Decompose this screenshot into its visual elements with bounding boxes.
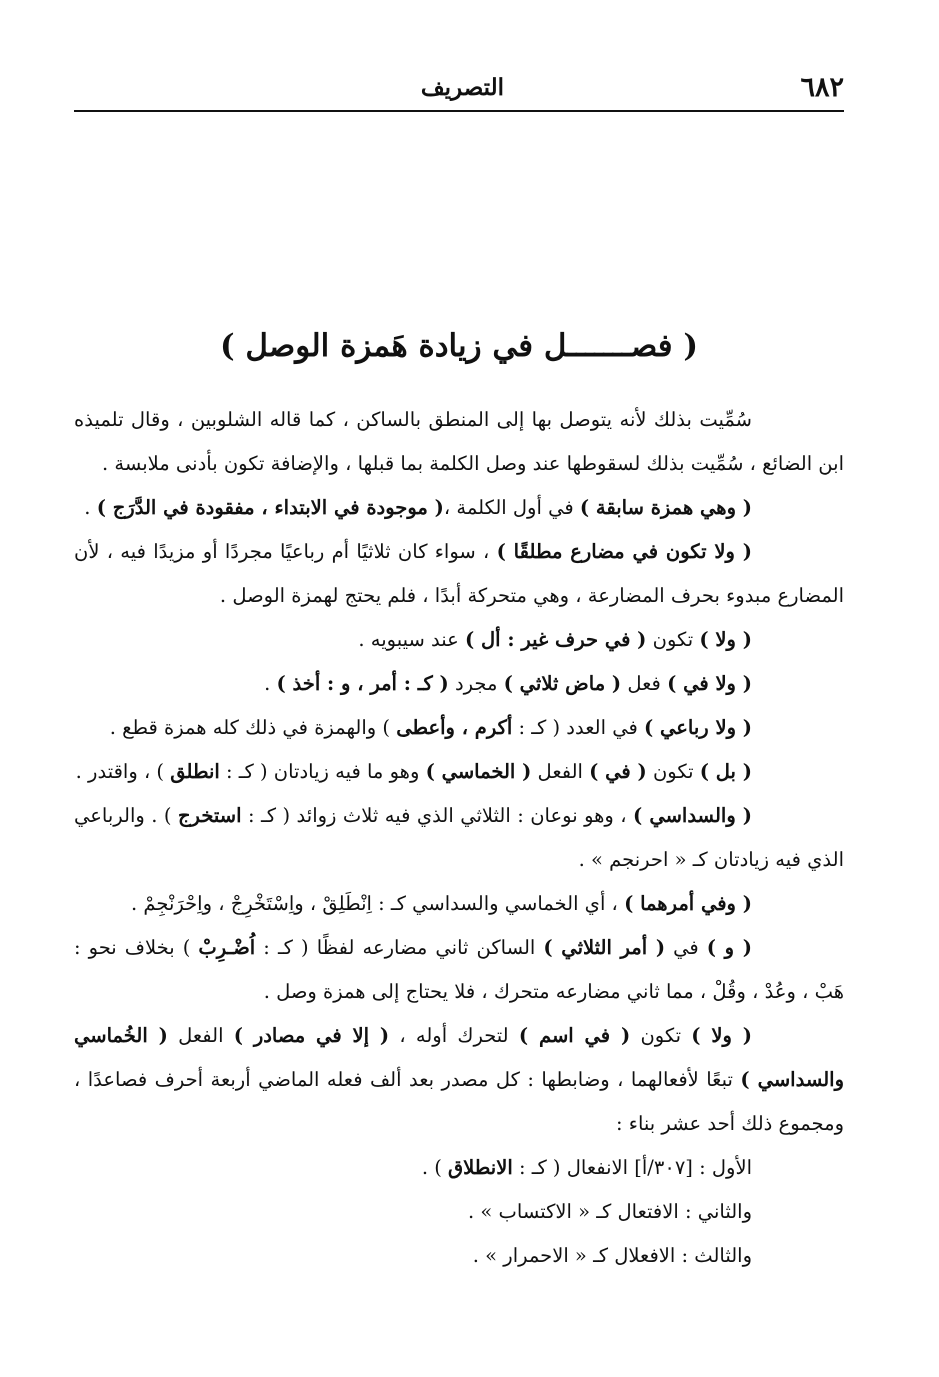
list-item — [74, 1234, 844, 1278]
bold-phrase: ( ولا تكون في مضارع مطلقًا ) — [496, 540, 752, 563]
paragraph-text: ، وهو نوعان : الثلاثي الذي فيه ثلاث زوائد ( كـ : — [241, 804, 634, 827]
bold-phrase: ( أمر الثلاثي ) — [543, 936, 666, 959]
bold-phrase: أكرم ، وأعطى — [396, 716, 513, 739]
paragraph — [74, 882, 844, 926]
paragraph-text: ، أي الخماسي والسداسي كـ : اِنْطَلِقْ ، واِسْتَخْرِجْ ، واِحْرَنْجِمْ . — [130, 892, 625, 915]
paragraph — [74, 926, 844, 1014]
paragraph — [74, 530, 844, 618]
paragraph — [74, 486, 844, 530]
bold-phrase: الانطلاق — [448, 1156, 513, 1179]
paragraph-text: الفعل — [167, 1024, 234, 1047]
bold-phrase: ( في حرف غير : أل ) — [465, 628, 647, 651]
paragraph-text: لتحرك أوله ، — [389, 1024, 519, 1047]
bold-phrase: ( إلا في مصادر ) — [233, 1024, 390, 1047]
bold-phrase: ( ولا رباعي ) — [643, 716, 752, 739]
bold-phrase: ( بل ) — [699, 760, 752, 783]
paragraph-text: سُمِّيت بذلك لأنه يتوصل بها إلى المنطق بالساكن ، كما قاله الشلوبين ، وقال تلميذه ابن الضائع ، سُمِّيت بذلك لسقوطها عند وصل الكلمة بما قبلها ، والإضافة تكون بأدنى ملابسة . — [74, 408, 844, 475]
paragraph-text: ، سواء كان ثلاثيًا أم رباعيًا مجردًا أو مزيدًا فيه ، لأن المضارع مبدوء بحرف المضارعة ، وهي متحركة أبدًا ، فلم يحتج لهمزة الوصل . — [74, 540, 844, 607]
bold-phrase: ( ولا ) — [699, 628, 752, 651]
bold-phrase: ( في ) — [589, 760, 647, 783]
list-item — [74, 1190, 844, 1234]
bold-phrase: ( كـ : أمر ، و : أخذ ) — [276, 672, 449, 695]
bold-phrase: اُضْـرِبْ — [198, 936, 256, 959]
bold-phrase: ( والسداسي ) — [633, 804, 753, 827]
bold-phrase: ( موجودة في الابتداء ، مفقودة في الدَّرَج ) — [96, 496, 444, 519]
paragraph-text: في العدد ( كـ : — [512, 716, 644, 739]
paragraph-text: تكون — [630, 1024, 692, 1047]
bold-phrase: ( في اسم ) — [518, 1024, 631, 1047]
bold-phrase: ( الخُماسي والسداسي ) — [74, 1024, 844, 1091]
section-title: ( فصـــــــل في زيادة هَمزة الوصل ) — [219, 328, 699, 364]
list-item — [74, 1146, 844, 1190]
paragraph-text: ) . والرباعي الذي فيه زيادتان كـ « احرنجم » . — [74, 804, 844, 871]
paragraph — [74, 618, 844, 662]
paragraph — [74, 794, 844, 882]
paragraph-text: ) ، واقتدر . — [75, 760, 171, 783]
paragraph-text: فعل — [621, 672, 668, 695]
page-header — [74, 70, 844, 110]
paragraph-text: تبعًا لأفعالهما ، وضابطها : كل مصدر بعد ألف فعله الماضي أربعة أحرف فصاعدًا ، ومجموع ذلك أحد عشر بناء : — [74, 1068, 844, 1135]
paragraph-text: والثاني : الافتعال كـ « الاكتساب » . — [468, 1200, 752, 1223]
paragraph-text: مجرد — [448, 672, 504, 695]
bold-phrase: ( وهي همزة سابقة ) — [579, 496, 752, 519]
paragraph-text: . — [264, 672, 277, 695]
paragraph-text: وهو ما فيه زيادتان ( كـ : — [219, 760, 426, 783]
bold-phrase: استخرج — [177, 804, 242, 827]
paragraph-text: ) بخلاف نحو : هَبْ ، وعُدْ ، وقُلْ ، مما ثاني مضارعه متحرك ، فلا يحتاج إلى همزة وصل . — [74, 936, 844, 1003]
bold-phrase: ( الخماسي ) — [425, 760, 532, 783]
bold-phrase: ( ولا ) — [691, 1024, 752, 1047]
paragraph-text: الفعل — [531, 760, 590, 783]
paragraph-text: . — [84, 496, 97, 519]
paragraph-text: ) والهمزة في ذلك كله همزة قطع . — [109, 716, 397, 739]
paragraph-text: تكون — [646, 628, 700, 651]
paragraph-text: في أول الكلمة ، — [443, 496, 580, 519]
paragraph-text: الأول : [٣٠٧/أ] الانفعال ( كـ : — [512, 1156, 752, 1179]
paragraph-text: والثالث : الافعلال كـ « الاحمرار » . — [472, 1244, 752, 1267]
paragraph-text: الساكن ثاني مضارعه لفظًا ( كـ : — [255, 936, 544, 959]
paragraph — [74, 706, 844, 750]
paragraph-text: تكون — [646, 760, 700, 783]
running-title: التصريف — [420, 74, 504, 101]
body-text — [74, 398, 844, 1278]
paragraph — [74, 1014, 844, 1146]
paragraph-text: عند سيبويه . — [358, 628, 465, 651]
bold-phrase: ( ماض ثلاثي ) — [503, 672, 622, 695]
header-rule — [74, 110, 844, 112]
bold-phrase: ( ولا في ) — [667, 672, 752, 695]
paragraph-text: ) . — [421, 1156, 449, 1179]
bold-phrase: ( وفي أمرهما ) — [624, 892, 752, 915]
page-number: ٦٨٢ — [800, 72, 844, 103]
bold-phrase: انطلق — [170, 760, 220, 783]
paragraph — [74, 750, 844, 794]
paragraph — [74, 662, 844, 706]
paragraph-text: في — [665, 936, 707, 959]
bold-phrase: ( و ) — [706, 936, 752, 959]
paragraph — [74, 398, 844, 486]
